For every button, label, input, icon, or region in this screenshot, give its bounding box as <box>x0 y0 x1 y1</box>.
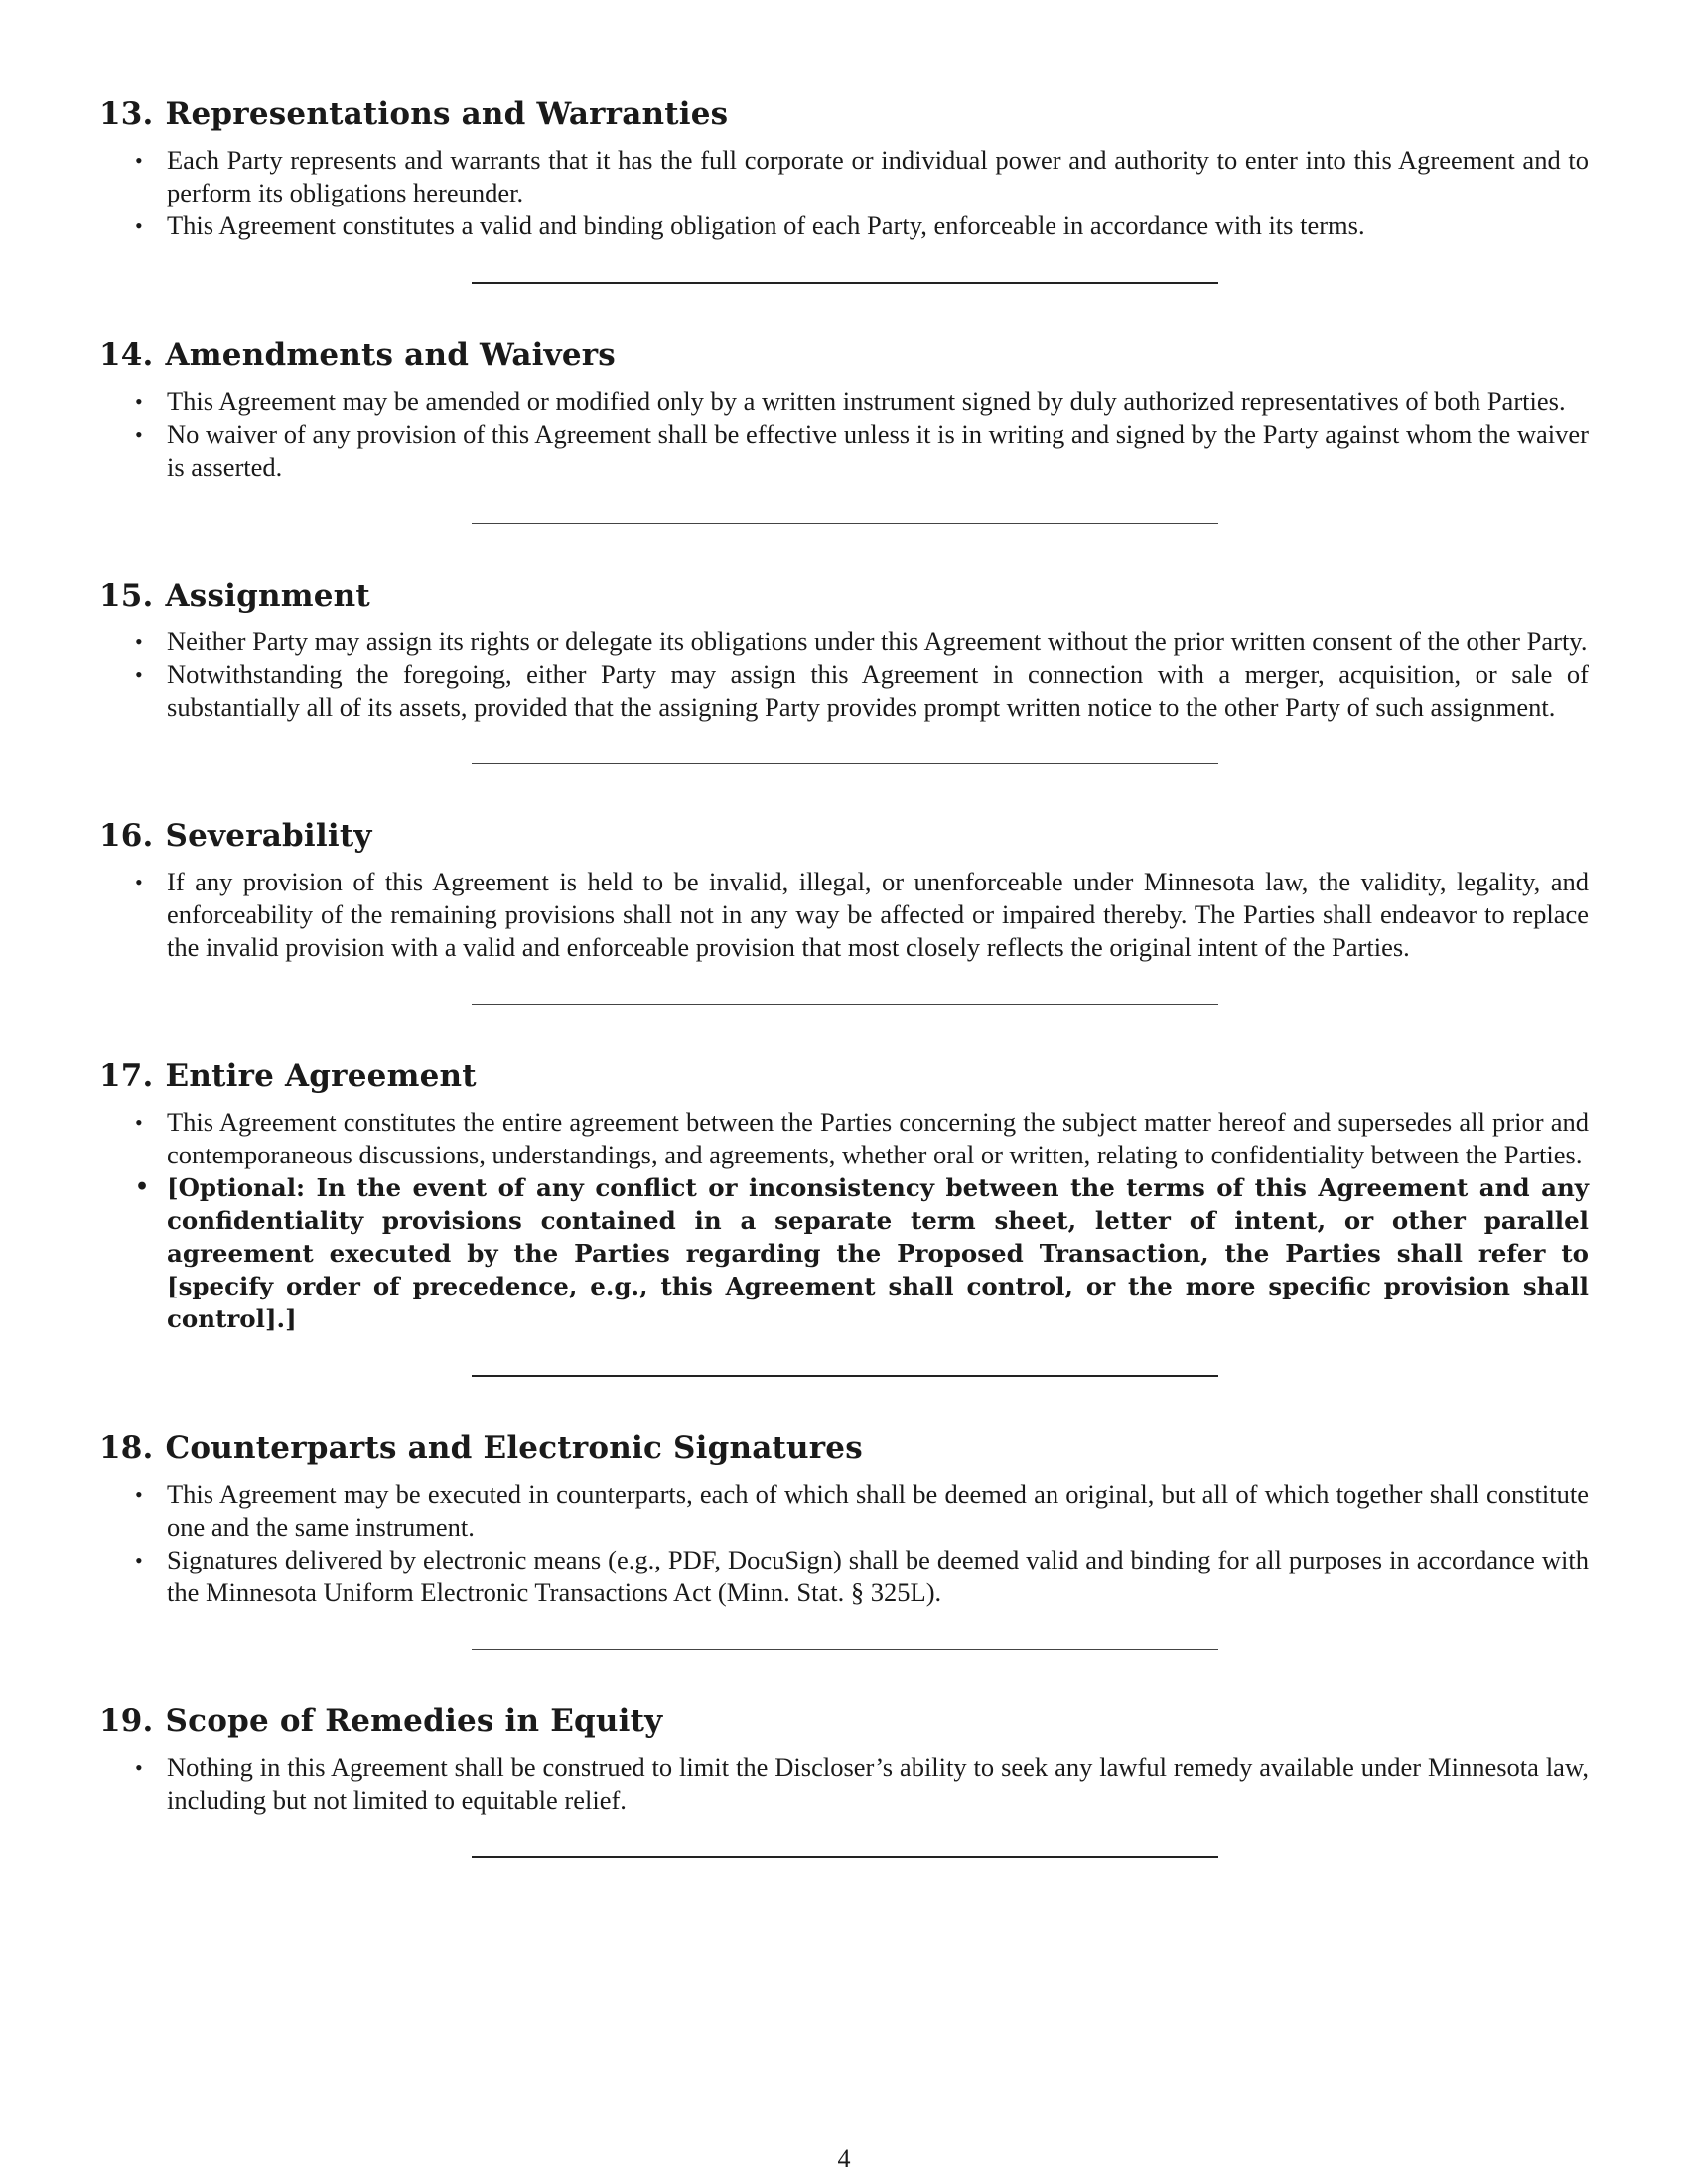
section-severability <box>99 816 1589 964</box>
section-counterparts-and-electronic-signatures <box>99 1429 1589 1609</box>
bullet-list <box>99 385 1589 483</box>
section-heading <box>99 1429 1589 1468</box>
list-item <box>99 144 1589 209</box>
list-item <box>99 1751 1589 1817</box>
list-item <box>99 385 1589 418</box>
document-page <box>99 94 1589 1910</box>
list-item-text: This Agreement constitutes the entire agreement between the Parties concerning the subject matter hereof and supersedes all prior and contemporaneous discussions, understandings, and agreements, whether oral or written, relating to confidentiality between the Parties. <box>167 1107 1589 1169</box>
section-heading <box>99 816 1589 856</box>
bullet-icon: • <box>135 870 143 894</box>
list-item <box>99 1544 1589 1609</box>
list-item <box>99 658 1589 724</box>
bullet-icon: • <box>135 213 143 238</box>
bullet-icon: • <box>135 1755 143 1780</box>
section-heading <box>99 1702 1589 1741</box>
list-item-text: Each Party represents and warrants that it has the full corporate or individual power and authority to enter into this Agreement and to perform its obligations hereunder. <box>167 145 1589 207</box>
section-divider <box>472 763 1218 764</box>
section-number: 19. <box>99 1704 154 1739</box>
section-scope-of-remedies-in-equity <box>99 1702 1589 1817</box>
bullet-icon: • <box>135 148 143 173</box>
section-divider <box>472 1856 1218 1858</box>
section-number: 18. <box>99 1431 154 1466</box>
section-assignment <box>99 576 1589 724</box>
list-item-text: Notwithstanding the foregoing, either Party may assign this Agreement in connection with a merger, acquisition, or sale of substantially all of its assets, provided that the assigning Party provides prompt written notice to the other Party of such assignment. <box>167 659 1589 722</box>
section-divider <box>472 1375 1218 1377</box>
bullet-icon: • <box>135 422 143 447</box>
bullet-list <box>99 144 1589 242</box>
section-number: 14. <box>99 338 154 373</box>
bullet-icon: • <box>135 662 143 687</box>
page-number: 4 <box>837 2144 851 2173</box>
section-title: Amendments and Waivers <box>165 338 616 373</box>
optional-clause-item <box>99 1171 1589 1335</box>
section-heading <box>99 1056 1589 1096</box>
bullet-icon: • <box>135 1548 143 1572</box>
bullet-icon: • <box>135 1110 143 1135</box>
bullet-icon: • <box>135 629 143 654</box>
list-item-text: Nothing in this Agreement shall be construed to limit the Discloser’s ability to seek any lawful remedy available under Minnesota law, including but not limited to equitable relief. <box>167 1752 1589 1815</box>
section-title: Counterparts and Electronic Signatures <box>165 1431 863 1466</box>
list-item <box>99 1106 1589 1171</box>
section-divider <box>472 1649 1218 1650</box>
bullet-list <box>99 1751 1589 1817</box>
section-heading <box>99 576 1589 615</box>
section-divider <box>472 523 1218 524</box>
section-title: Severability <box>165 818 372 854</box>
bullet-icon: • <box>135 1482 143 1507</box>
section-title: Entire Agreement <box>165 1058 477 1094</box>
bullet-list <box>99 625 1589 724</box>
section-title: Scope of Remedies in Equity <box>165 1704 663 1739</box>
section-heading <box>99 336 1589 375</box>
list-item <box>99 209 1589 242</box>
section-entire-agreement <box>99 1056 1589 1335</box>
section-number: 17. <box>99 1058 154 1094</box>
list-item-text: This Agreement may be amended or modified only by a written instrument signed by duly authorized representatives of both Parties. <box>167 386 1566 416</box>
list-item <box>99 625 1589 658</box>
list-item-text: Neither Party may assign its rights or delegate its obligations under this Agreement without the prior written consent of the other Party. <box>167 626 1588 656</box>
section-representations-and-warranties <box>99 94 1589 242</box>
list-item <box>99 1478 1589 1544</box>
list-item-text: Signatures delivered by electronic means (e.g., PDF, DocuSign) shall be deemed valid and binding for all purposes in accordance with the Minnesota Uniform Electronic Transactions Act (Minn. Stat. § 325L). <box>167 1545 1589 1607</box>
bullet-list <box>99 1106 1589 1335</box>
section-title: Assignment <box>165 578 370 614</box>
list-item-text: No waiver of any provision of this Agreement shall be effective unless it is in writing and signed by the Party against whom the waiver is asserted. <box>167 419 1589 481</box>
section-number: 15. <box>99 578 154 614</box>
bullet-list <box>99 1478 1589 1609</box>
bullet-icon: • <box>135 1174 150 1200</box>
section-number: 13. <box>99 96 154 132</box>
section-title: Representations and Warranties <box>165 96 729 132</box>
list-item <box>99 866 1589 964</box>
optional-clause-text: [Optional: In the event of any conflict or inconsistency between the terms of this Agreement and any confidentiality provisions contained in a separate term sheet, letter of intent, or other parallel agreement executed by the Parties regarding the Proposed Transaction, the Parties shall refer to [specify order of precedence, e.g., this Agreement shall control, or the more specific provision shall control].] <box>167 1173 1589 1333</box>
section-heading <box>99 94 1589 134</box>
list-item-text: If any provision of this Agreement is held to be invalid, illegal, or unenforceable under Minnesota law, the validity, legality, and enforceability of the remaining provisions shall not in any way be affected or impaired thereby. The Parties shall endeavor to replace the invalid provision with a valid and enforceable provision that most closely reflects the original intent of the Parties. <box>167 867 1589 962</box>
list-item-text: This Agreement may be executed in counterparts, each of which shall be deemed an original, but all of which together shall constitute one and the same instrument. <box>167 1479 1589 1542</box>
section-divider <box>472 282 1218 284</box>
bullet-list <box>99 866 1589 964</box>
list-item-text: This Agreement constitutes a valid and binding obligation of each Party, enforceable in accordance with its terms. <box>167 210 1365 240</box>
section-amendments-and-waivers <box>99 336 1589 483</box>
list-item <box>99 418 1589 483</box>
bullet-icon: • <box>135 389 143 414</box>
section-divider <box>472 1004 1218 1005</box>
section-number: 16. <box>99 818 154 854</box>
